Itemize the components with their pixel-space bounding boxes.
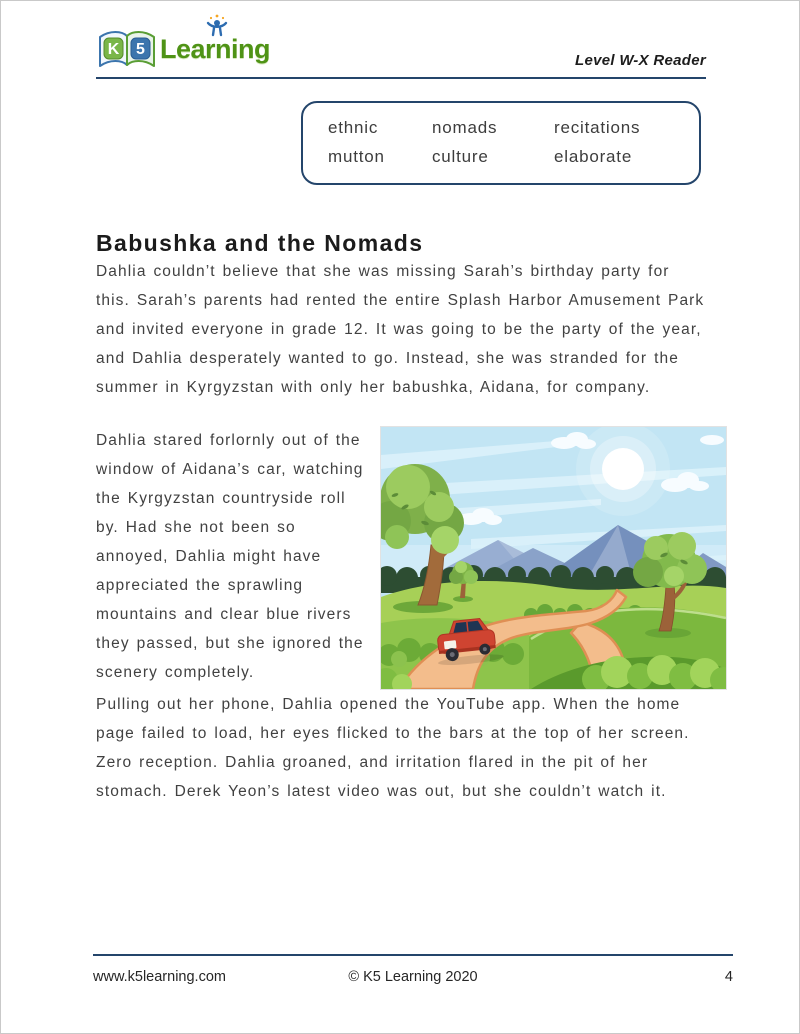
vocab-word: nomads	[432, 118, 498, 137]
story-paragraph-1: Dahlia couldn’t believe that she was missing Sarah’s birthday party for this. Sarah’s parents had rented the entire Splash Harbor Amusement Park and invited everyone in grade 12. It was going to be the party of the year, and Dahlia desperately wanted to go. Instead, she was stranded for the summer in Kyrgyzstan with only her babushka, Aidana, for company.	[96, 262, 705, 396]
logo-letter-k: K	[107, 41, 120, 58]
story-paragraph-3: Pulling out her phone, Dahlia opened the YouTube app. When the home page failed to load, her eyes flicked to the bars at the top of her screen. Zero reception. Dahlia groaned, and irritation flared in the pit of her stomach. Derek Yeon’s latest video was out, but she couldn’t watch it.	[96, 695, 690, 800]
header	[96, 27, 706, 79]
jumping-person-icon	[204, 13, 230, 37]
footer-page-number: 4	[724, 969, 733, 985]
page-content	[1, 27, 799, 806]
vocab-word: elaborate	[554, 147, 633, 167]
book-icon	[96, 27, 158, 71]
logo-wordmark: Learning	[160, 33, 271, 64]
vocab-word: recitations	[554, 118, 641, 137]
footer-website: www.k5learning.com	[93, 969, 226, 985]
story-media-row	[96, 426, 725, 690]
story-title: Babushka and the Nomads	[96, 229, 424, 256]
vocabulary-box	[301, 101, 701, 185]
vocab-word: mutton	[328, 147, 385, 167]
k5-learning-logo	[96, 27, 270, 71]
vocab-word: culture	[432, 147, 489, 167]
logo-letter-5: 5	[136, 41, 145, 58]
level-label: Level W-X Reader	[575, 52, 706, 69]
footer	[93, 954, 733, 985]
vocab-word: ethnic	[328, 118, 379, 137]
story-paragraph-2: Dahlia stared forlornly out of the window of Aidana’s car, watching the Kyrgyzstan countryside roll by. Had she not been so annoyed, Dahlia might have appreciated the sprawling mountains and clear blue rivers they passed, but she ignored the scenery completely.	[96, 431, 364, 681]
footer-copyright: © K5 Learning 2020	[348, 969, 478, 985]
countryside-illustration	[380, 426, 727, 690]
